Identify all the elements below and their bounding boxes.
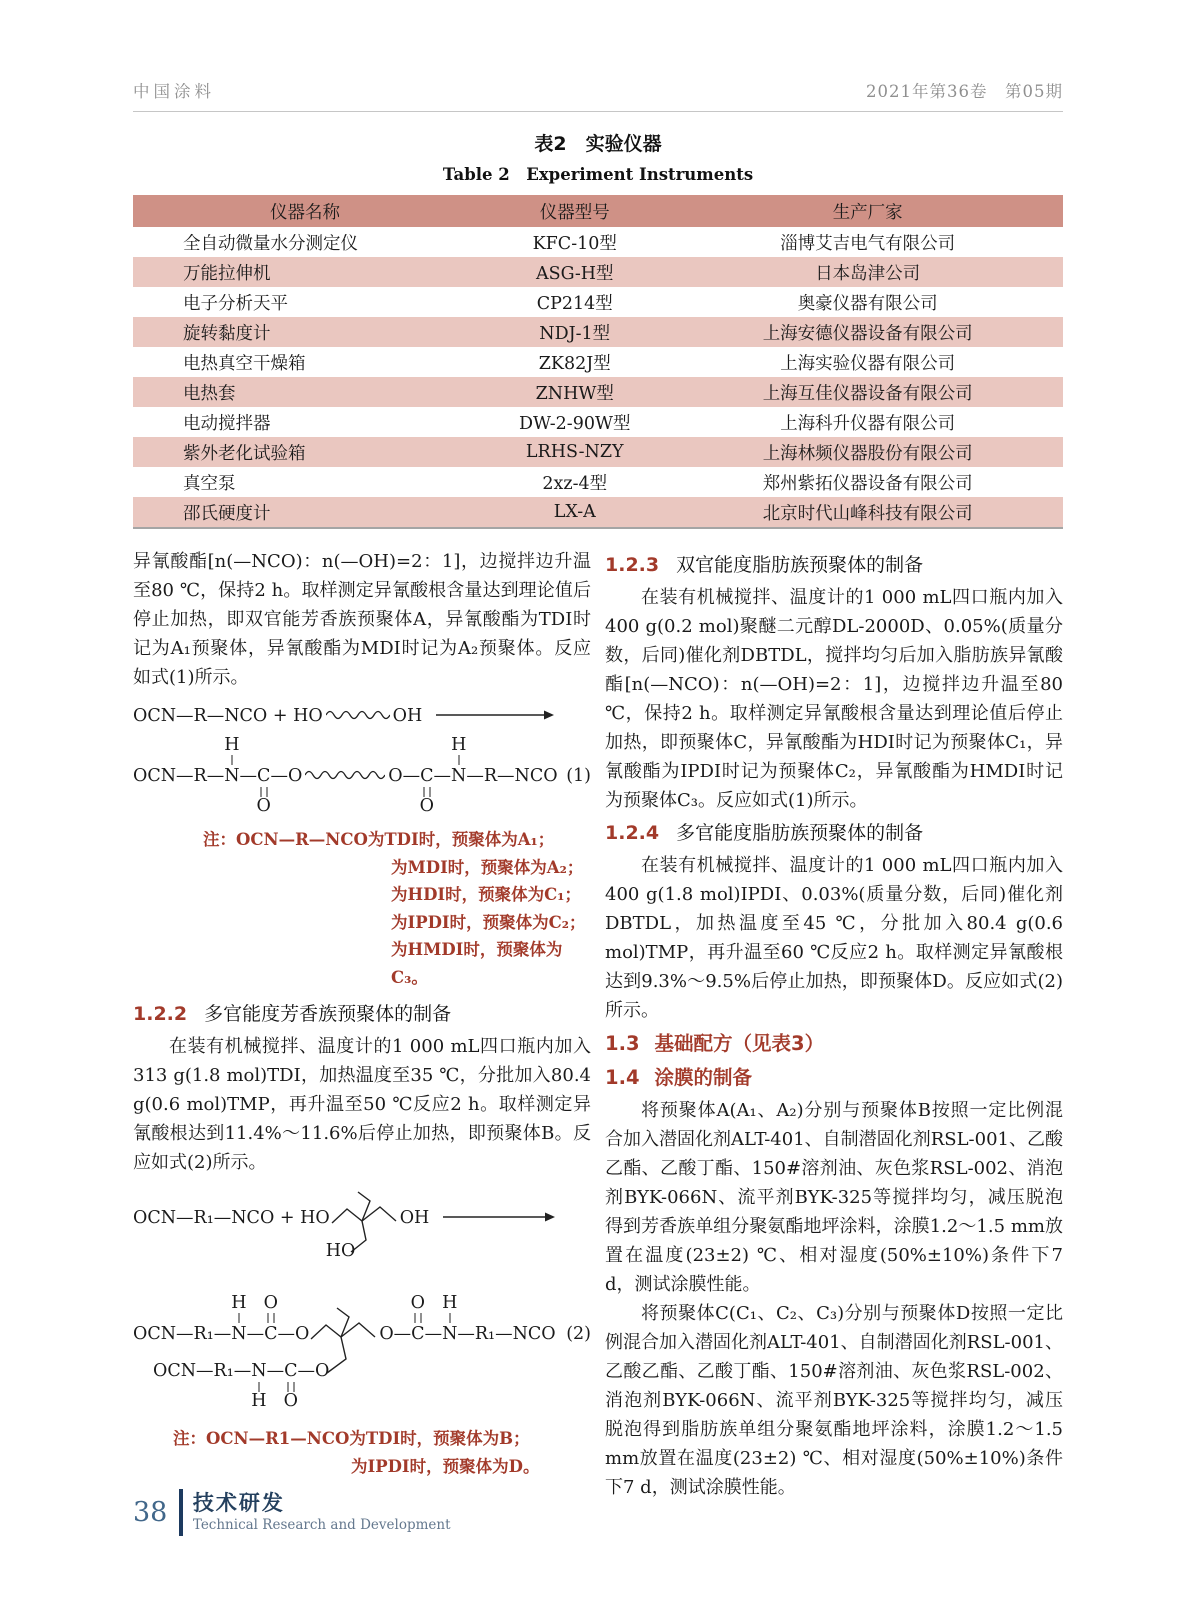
- o-substituent: O: [256, 796, 271, 816]
- table-row: [133, 407, 1063, 437]
- section-heading-1-3: [605, 1028, 1063, 1059]
- cell-maker: 北京时代山峰科技有限公司: [762, 503, 973, 524]
- table-row: [133, 257, 1063, 287]
- equation-number: (1): [566, 766, 591, 786]
- table-row: [133, 467, 1063, 497]
- equation-1: [133, 706, 591, 822]
- note-line: 为HMDI时，预聚体为C₃。: [391, 940, 563, 987]
- table-row: [133, 287, 1063, 317]
- cell-maker: 上海科升仪器有限公司: [780, 413, 956, 434]
- nitrogen-atom: H N: [442, 1292, 458, 1344]
- paragraph-1-2-2: 在装有机械搅拌、温度计的1 000 mL四口瓶内加入313 g(1.8 mol)TDI，加热温度至35 ℃，分批加入80.4 g(0.6 mol)TMP，再升温至50 ℃反应2 h。取样测定异氰酸根达到11.4%～11.6%后停止加热，即预聚体B。反应如式(2)所示。: [133, 1036, 591, 1173]
- tmp-skeleton-lines: [309, 1315, 379, 1345]
- tmp-skeleton: [325, 1199, 400, 1261]
- chain-segment: O—: [388, 766, 421, 786]
- table2-title-en: Table 2 Experiment Instruments: [442, 165, 754, 184]
- equation1-note: [133, 826, 591, 991]
- cell-name: 电子分析天平: [183, 293, 288, 314]
- heading-number: 1.2.2: [133, 1003, 188, 1025]
- instruments-table: [133, 195, 1063, 529]
- chain-segment: —O: [277, 1324, 310, 1344]
- chain-segment: —O: [270, 766, 303, 786]
- column-header-model: 仪器型号: [539, 202, 610, 223]
- section-heading-1-2-3: [605, 550, 1063, 580]
- table-row: [133, 227, 1063, 257]
- note-line: 为HDI时，预聚体为C₁；: [391, 885, 581, 904]
- eq2-reactants: OCN—R₁—NCO + HO: [133, 1208, 330, 1228]
- carbonyl-carbon: O C: [283, 1361, 298, 1411]
- carbonyl-carbon: O C: [419, 766, 435, 816]
- chain-segment: OCN—R₁—: [133, 1324, 232, 1344]
- paragraph-1-4-a: 将预聚体A(A₁、A₂)分别与预聚体B按照一定比例混合加入潜固化剂ALT-401、自制潜固化剂RSL-001、乙酸乙酯、乙酸丁酯、150#溶剂油、灰色浆RSL-002、消泡剂BYK-066N、流平剂BYK-325等搅拌均匀，减压脱泡得到芳香族单组分聚氨酯地坪涂料，涂膜1.2～1.5 mm放置在温度(23±2) ℃、相对湿度(50%±10%)条件下7 d，测试涂膜性能。: [605, 1100, 1063, 1295]
- nitrogen-atom: H N: [251, 1361, 267, 1411]
- right-column: [605, 547, 1063, 1502]
- chain-segment: —R₁—NCO: [457, 1324, 556, 1344]
- carbonyl-carbon: O C: [256, 766, 271, 816]
- chain-segment: —R—NCO: [466, 766, 558, 786]
- carbonyl-carbon: O C: [410, 1292, 426, 1344]
- footer-section-zh: 技术研发: [192, 1491, 285, 1516]
- table-header-row: [133, 195, 1063, 227]
- footer-section-en: Technical Research and Development: [192, 1517, 451, 1534]
- cell-name: 电动搅拌器: [183, 413, 271, 434]
- cell-maker: 郑州紫拓仪器设备有限公司: [762, 473, 973, 494]
- body-columns: [133, 547, 1063, 1502]
- issue-info: 2021年第36卷 第05期: [866, 82, 1063, 101]
- table-row: [133, 497, 1063, 527]
- single-bond: [231, 755, 232, 765]
- reaction-arrow: [436, 709, 554, 721]
- single-bond: [238, 1313, 239, 1323]
- cell-name: 旋转黏度计: [183, 323, 271, 344]
- page-footer: [133, 1489, 451, 1536]
- reaction-arrow: [443, 1211, 555, 1223]
- ho-below-label: HO: [325, 1241, 356, 1261]
- paragraph-1-2-3: 在装有机械搅拌、温度计的1 000 mL四口瓶内加入400 g(0.2 mol)聚醚二元醇DL-2000D、0.05%(质量分数，后同)催化剂DBTDL，搅拌均匀后加入脂肪族异氰酸酯[n(—NCO)：n(—OH)=2：1]，边搅拌边升温至80 ℃，保持2 h。取样测定异氰酸根含量达到理论值后停止加热，即预聚体C，异氰酸酯为HDI时记为预聚体C₁，异氰酸酯为IPDI时记为预聚体C₂，异氰酸酯为HMDI时记为预聚体C₃。反应如式(1)所示。: [605, 587, 1063, 811]
- heading-title: 基础配方（见表3）: [654, 1032, 825, 1055]
- table-row: [133, 317, 1063, 347]
- note-line: 为IPDI时，预聚体为C₂；: [391, 912, 586, 932]
- table-row: [133, 347, 1063, 377]
- double-bond: [414, 1313, 421, 1323]
- cell-model: ASG-H型: [535, 263, 614, 284]
- nitrogen-atom: H N: [231, 1292, 247, 1344]
- cell-model: ZNHW型: [535, 383, 614, 404]
- single-bond: [458, 755, 459, 765]
- cell-model: LX-A: [553, 502, 596, 522]
- chain-segment: O—: [379, 1324, 412, 1344]
- note-line: 为IPDI时，预聚体为D。: [351, 1456, 540, 1476]
- journal-name: 中国涂料: [133, 82, 215, 101]
- bond-dash: —: [239, 766, 258, 786]
- heading-title: 双官能度脂肪族预聚体的制备: [676, 554, 924, 576]
- heading-number: 1.2.4: [605, 822, 660, 844]
- table-row: [133, 437, 1063, 467]
- equation-number: (2): [566, 1324, 591, 1344]
- eq1-oh: OH: [392, 706, 423, 726]
- cell-maker: 上海林频仪器股份有限公司: [762, 443, 973, 464]
- carbonyl-carbon: O C: [263, 1292, 278, 1344]
- nitrogen-atom: H N: [451, 734, 467, 786]
- note-line: 为MDI时，预聚体为A₂；: [391, 857, 584, 877]
- cell-name: 万能拉伸机: [183, 263, 271, 284]
- cell-model: 2xz-4型: [542, 473, 608, 494]
- cell-name: 紫外老化试验箱: [183, 443, 306, 464]
- polymer-chain-wavy-bond: [305, 769, 385, 781]
- chain-segment: OCN—R—: [133, 766, 225, 786]
- cell-model: CP214型: [536, 293, 613, 314]
- h-substituent: H: [251, 1391, 267, 1411]
- page-header: [133, 78, 1063, 112]
- left-column: [133, 547, 591, 1502]
- double-bond: [267, 1313, 274, 1323]
- cell-maker: 奥豪仪器有限公司: [797, 293, 938, 314]
- cell-model: DW-2-90W型: [519, 413, 631, 434]
- cell-maker: 淄博艾吉电气有限公司: [780, 233, 956, 254]
- o-substituent: O: [263, 1292, 278, 1313]
- cell-model: LRHS-NZY: [525, 442, 624, 462]
- paragraph-1-4-b: 将预聚体C(C₁、C₂、C₃)分别与预聚体D按照一定比例混合加入潜固化剂ALT-401、自制潜固化剂RSL-001、乙酸乙酯、乙酸丁酯、150#溶剂油、灰色浆RSL-002、消泡剂BYK-066N、流平剂BYK-325等搅拌均匀，减压脱泡得到脂肪族单组分聚氨酯地坪涂料，涂膜1.2～1.5 mm放置在温度(23±2) ℃、相对湿度(50%±10%)条件下7 d，测试涂膜性能。: [605, 1303, 1063, 1498]
- single-bond: [449, 1313, 450, 1323]
- eq2-product-lower-line: [153, 1361, 591, 1421]
- heading-title: 多官能度芳香族预聚体的制备: [204, 1003, 452, 1025]
- heading-number: 1.4: [605, 1066, 640, 1089]
- tmp-skeleton-lines: [330, 1199, 400, 1229]
- eq1-product-line: [133, 726, 591, 822]
- column-header-name: 仪器名称: [270, 202, 341, 223]
- o-substituent: O: [410, 1292, 426, 1313]
- bond-dash: —: [433, 766, 452, 786]
- cell-maker: 日本岛津公司: [815, 263, 921, 284]
- bond-dash: —: [246, 1324, 265, 1344]
- h-substituent: H: [224, 734, 240, 755]
- equation2-note: [133, 1425, 591, 1480]
- section-heading-1-4: [605, 1062, 1063, 1093]
- h-substituent: H: [442, 1292, 458, 1313]
- tmp-skeleton: [309, 1315, 379, 1345]
- eq1-reactants-line: [133, 706, 591, 726]
- table2-title-zh: 表2 实验仪器: [534, 133, 662, 155]
- chain-segment: —O: [297, 1361, 330, 1381]
- equation-2: [133, 1177, 591, 1421]
- h-substituent: H: [451, 734, 467, 755]
- heading-title: 涂膜的制备: [654, 1066, 753, 1089]
- cell-name: 真空泵: [183, 473, 236, 494]
- column-header-maker: 生产厂家: [832, 202, 903, 223]
- footer-divider: [179, 1489, 183, 1536]
- bond-dash: —: [424, 1324, 443, 1344]
- table-row: [133, 377, 1063, 407]
- cell-model: ZK82J型: [538, 353, 611, 374]
- cell-maker: 上海互佳仪器设备有限公司: [762, 383, 973, 404]
- heading-number: 1.3: [605, 1032, 640, 1055]
- cell-model: NDJ-1型: [539, 323, 611, 344]
- eq1-reactants: OCN—R—NCO + HO: [133, 706, 323, 726]
- h-substituent: H: [231, 1292, 247, 1313]
- cell-model: KFC-10型: [532, 233, 617, 254]
- eq2-oh: OH: [399, 1208, 430, 1228]
- bond-dash: —: [266, 1361, 285, 1381]
- cell-name: 电热真空干燥箱: [183, 353, 306, 374]
- section-heading-1-2-4: [605, 818, 1063, 848]
- section-heading-1-2-2: [133, 999, 591, 1029]
- page-number: 38: [133, 1497, 168, 1528]
- polymer-chain-wavy-bond: [326, 709, 390, 721]
- cell-name: 邵氏硬度计: [183, 503, 271, 524]
- eq2-product-upper-line: [133, 1277, 591, 1345]
- heading-title: 多官能度脂肪族预聚体的制备: [676, 822, 924, 844]
- cell-maker: 上海实验仪器有限公司: [780, 353, 956, 374]
- note-line: 注：OCN—R—NCO为TDI时，预聚体为A₁；: [203, 830, 555, 849]
- o-substituent: O: [419, 796, 435, 816]
- cell-name: 电热套: [183, 383, 236, 404]
- paragraph-continued: 异氰酸酯[n(—NCO)：n(—OH)=2：1]，边搅拌边升温至80 ℃，保持2 h。取样测定异氰酸根含量达到理论值后停止加热，即双官能芳香族预聚体A，异氰酸酯为TDI时记为A₁预聚体，异氰酸酯为MDI时记为A₂预聚体。反应如式(1)所示。: [133, 551, 591, 688]
- paragraph-1-2-4: 在装有机械搅拌、温度计的1 000 mL四口瓶内加入400 g(1.8 mol)IPDI、0.03%(质量分数，后同)催化剂DBTDL，加热温度至45 ℃，分批加入80.4 g(0.6 mol)TMP，再升温至60 ℃反应2 h。取样测定异氰酸根达到9.3%～9.5%后停止加热，即预聚体D。反应如式(2)所示。: [605, 855, 1063, 1021]
- cell-name: 全自动微量水分测定仪: [183, 233, 358, 254]
- footer-section: [193, 1492, 451, 1533]
- nitrogen-atom: H N: [224, 734, 240, 786]
- cell-maker: 上海安德仪器设备有限公司: [762, 323, 973, 344]
- note-line: 注：OCN—R1—NCO为TDI时，预聚体为B；: [173, 1429, 530, 1448]
- eq2-reactants-line: [133, 1177, 591, 1277]
- o-substituent: O: [283, 1391, 298, 1411]
- chain-segment: OCN—R₁—: [153, 1361, 252, 1381]
- heading-number: 1.2.3: [605, 554, 660, 576]
